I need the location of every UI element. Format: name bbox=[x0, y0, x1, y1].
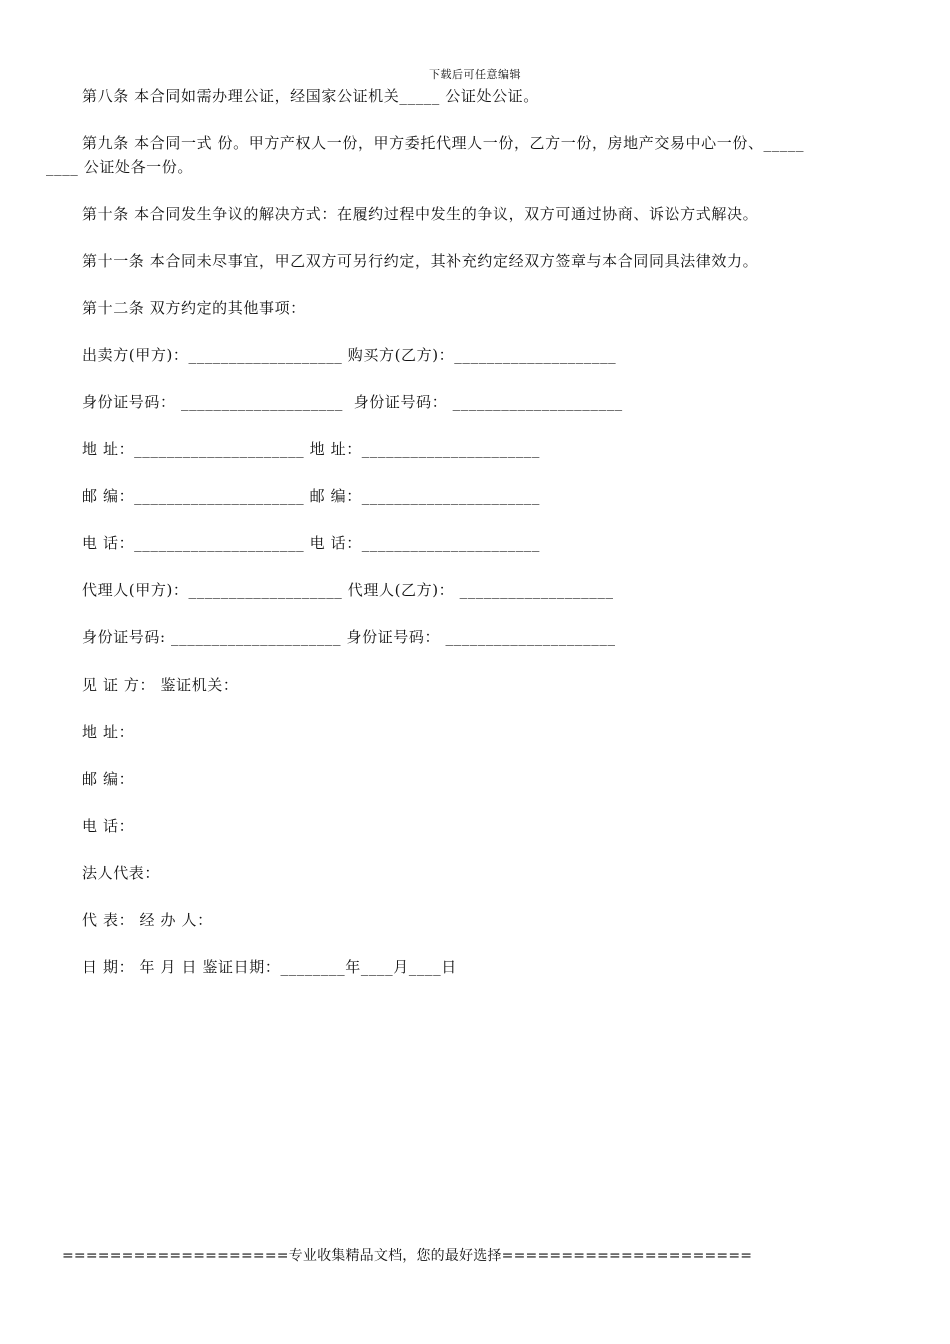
date-line: 日 期： 年 月 日 鉴证日期：________年____月____日 bbox=[82, 958, 457, 976]
clause-8: 第八条 本合同如需办理公证，经国家公证机关_____ 公证处公证。 bbox=[82, 87, 539, 105]
witness-line: 见 证 方： 鉴证机关： bbox=[82, 676, 239, 694]
witness-postcode-line: 邮 编： bbox=[82, 770, 135, 788]
seller-buyer-line: 出卖方(甲方)：___________________ 购买方(乙方)：____________________ bbox=[82, 346, 617, 364]
witness-phone-line: 电 话： bbox=[82, 817, 135, 835]
agent-line: 代理人(甲方)：___________________ 代理人(乙方)： ___________________ bbox=[82, 581, 614, 599]
representative-line: 代 表： 经 办 人： bbox=[82, 911, 213, 929]
clause-9-continued: ____ 公证处各一份。 bbox=[46, 158, 193, 176]
id-number-line: 身份证号码： ____________________ 身份证号码： _____________________ bbox=[82, 393, 623, 411]
footer-banner: ===================专业收集精品文档，您的最好选择===================== bbox=[62, 1248, 753, 1264]
postcode-line: 邮 编：_____________________ 邮 编：______________________ bbox=[82, 487, 541, 505]
phone-line: 电 话：_____________________ 电 话：______________________ bbox=[82, 534, 541, 552]
clause-11: 第十一条 本合同未尽事宜，甲乙双方可另行约定，其补充约定经双方签章与本合同同具法律效力。 bbox=[82, 252, 759, 270]
clause-10: 第十条 本合同发生争议的解决方式：在履约过程中发生的争议，双方可通过协商、诉讼方式解决。 bbox=[82, 205, 759, 223]
clause-12: 第十二条 双方约定的其他事项： bbox=[82, 299, 306, 317]
clause-9: 第九条 本合同一式 份。甲方产权人一份，甲方委托代理人一份，乙方一份，房地产交易中心一份、_____ bbox=[82, 134, 805, 152]
address-line: 地 址：_____________________ 地 址：______________________ bbox=[82, 440, 541, 458]
legal-rep-line: 法人代表： bbox=[82, 864, 161, 882]
agent-id-line: 身份证号码: _____________________ 身份证号码： _____________________ bbox=[82, 628, 616, 646]
witness-address-line: 地 址： bbox=[82, 723, 135, 741]
header-note: 下载后可任意编辑 bbox=[429, 68, 521, 81]
